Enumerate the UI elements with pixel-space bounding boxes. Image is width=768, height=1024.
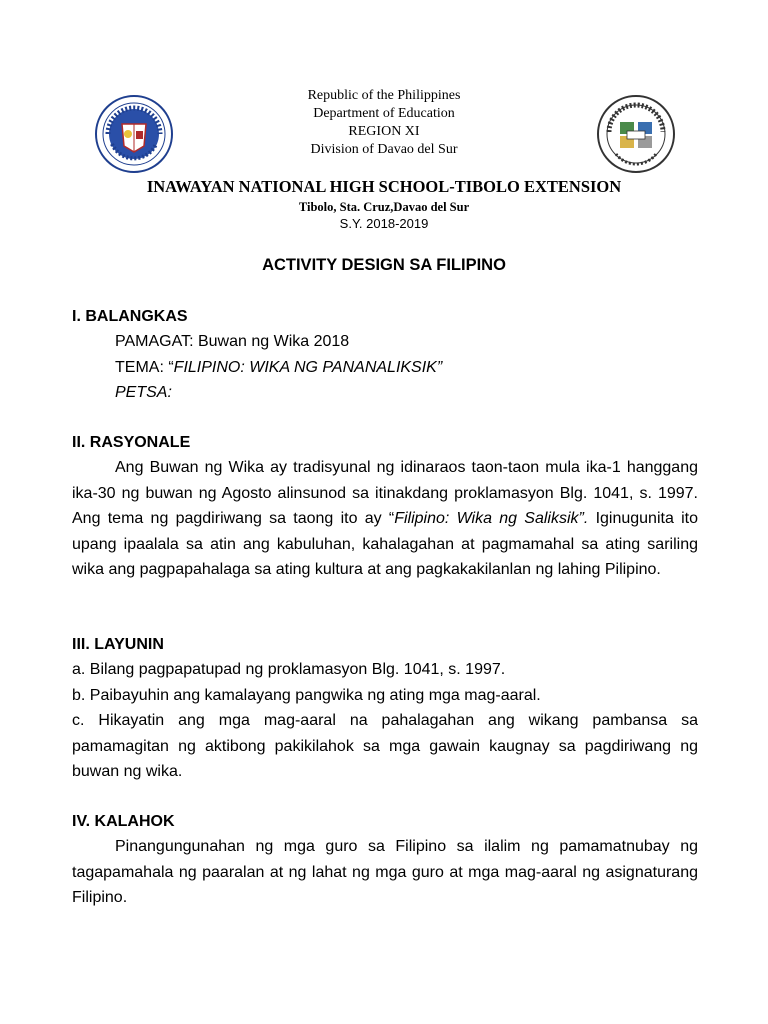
pamagat-line: PAMAGAT: Buwan ng Wika 2018 bbox=[115, 333, 350, 351]
rasyonale-paragraph bbox=[72, 455, 698, 582]
tema-label: TEMA: “ bbox=[115, 358, 174, 376]
header-line-republic: Republic of the Philippines bbox=[307, 88, 461, 103]
layunin-item-c: c. Hikayatin ang mga mag-aaral na pahalagahan ang wikang pambansa sa pamamagitan ng aktibong pakikilahok sa mga gawain kaugnay sa pagdiriwang ng buwan ng wika. bbox=[72, 712, 698, 781]
kalahok-paragraph: Pinangungunahan ng mga guro sa Filipino sa ilalim ng pamamatnubay ng tagapamahala ng paaralan at ng lahat ng mga guro at mga mag-aaral ng asignaturang Filipino. bbox=[72, 838, 698, 907]
layunin-item-a: a. Bilang pagpapatupad ng proklamasyon Blg. 1041, s. 1997. bbox=[72, 661, 506, 679]
section-kalahok bbox=[72, 809, 698, 911]
section-layunin bbox=[72, 632, 698, 784]
section-heading: IV. KALAHOK bbox=[72, 813, 175, 830]
section-rasyonale bbox=[72, 430, 698, 582]
school-year: S.Y. 2018-2019 bbox=[339, 216, 429, 231]
tema-line bbox=[72, 355, 698, 380]
section-heading: II. RASYONALE bbox=[72, 434, 191, 451]
school-address: Tibolo, Sta. Cruz,Davao del Sur bbox=[298, 200, 470, 214]
document-title: ACTIVITY DESIGN SA FILIPINO bbox=[262, 256, 506, 274]
school-name: INAWAYAN NATIONAL HIGH SCHOOL-TIBOLO EXTENSION bbox=[146, 177, 622, 196]
petsa-line: PETSA: bbox=[115, 384, 172, 402]
header-line-division: Division of Davao del Sur bbox=[310, 142, 458, 157]
layunin-item-b: b. Paibayuhin ang kamalayang pangwika ng ating mga mag-aaral. bbox=[72, 686, 541, 704]
rasyonale-text-a: Ang Buwan ng Wika ay tradisyunal ng idinaraos taon-taon mula ika-1 hanggang ika-30 ng buwan ng Agosto alinsunod sa itinakdang proklamasyon Blg. 1041, s. 1997. Ang tema ng pagdiriwang sa taong ito ay “ bbox=[72, 459, 698, 528]
section-heading: I. BALANGKAS bbox=[72, 308, 188, 325]
header-line-department: Department of Education bbox=[313, 106, 455, 121]
header-line-region: REGION XI bbox=[348, 124, 420, 139]
rasyonale-theme-italic: Filipino: Wika ng Saliksik”. bbox=[394, 510, 589, 528]
rasyonale-text-b: Iginugunita ito upang ipaalala sa atin ang kabuluhan, kahalagahan at pagmamahal sa ating sariling wika ang pagpapahalaga sa ating kultura at ang pagkakakilanlan ng lahing Pilipino. bbox=[72, 510, 699, 579]
section-balangkas bbox=[72, 304, 698, 406]
government-header bbox=[0, 87, 768, 159]
tema-value: FILIPINO: WIKA NG PANANALIKSIK” bbox=[173, 358, 443, 376]
section-heading: III. LAYUNIN bbox=[72, 636, 164, 653]
